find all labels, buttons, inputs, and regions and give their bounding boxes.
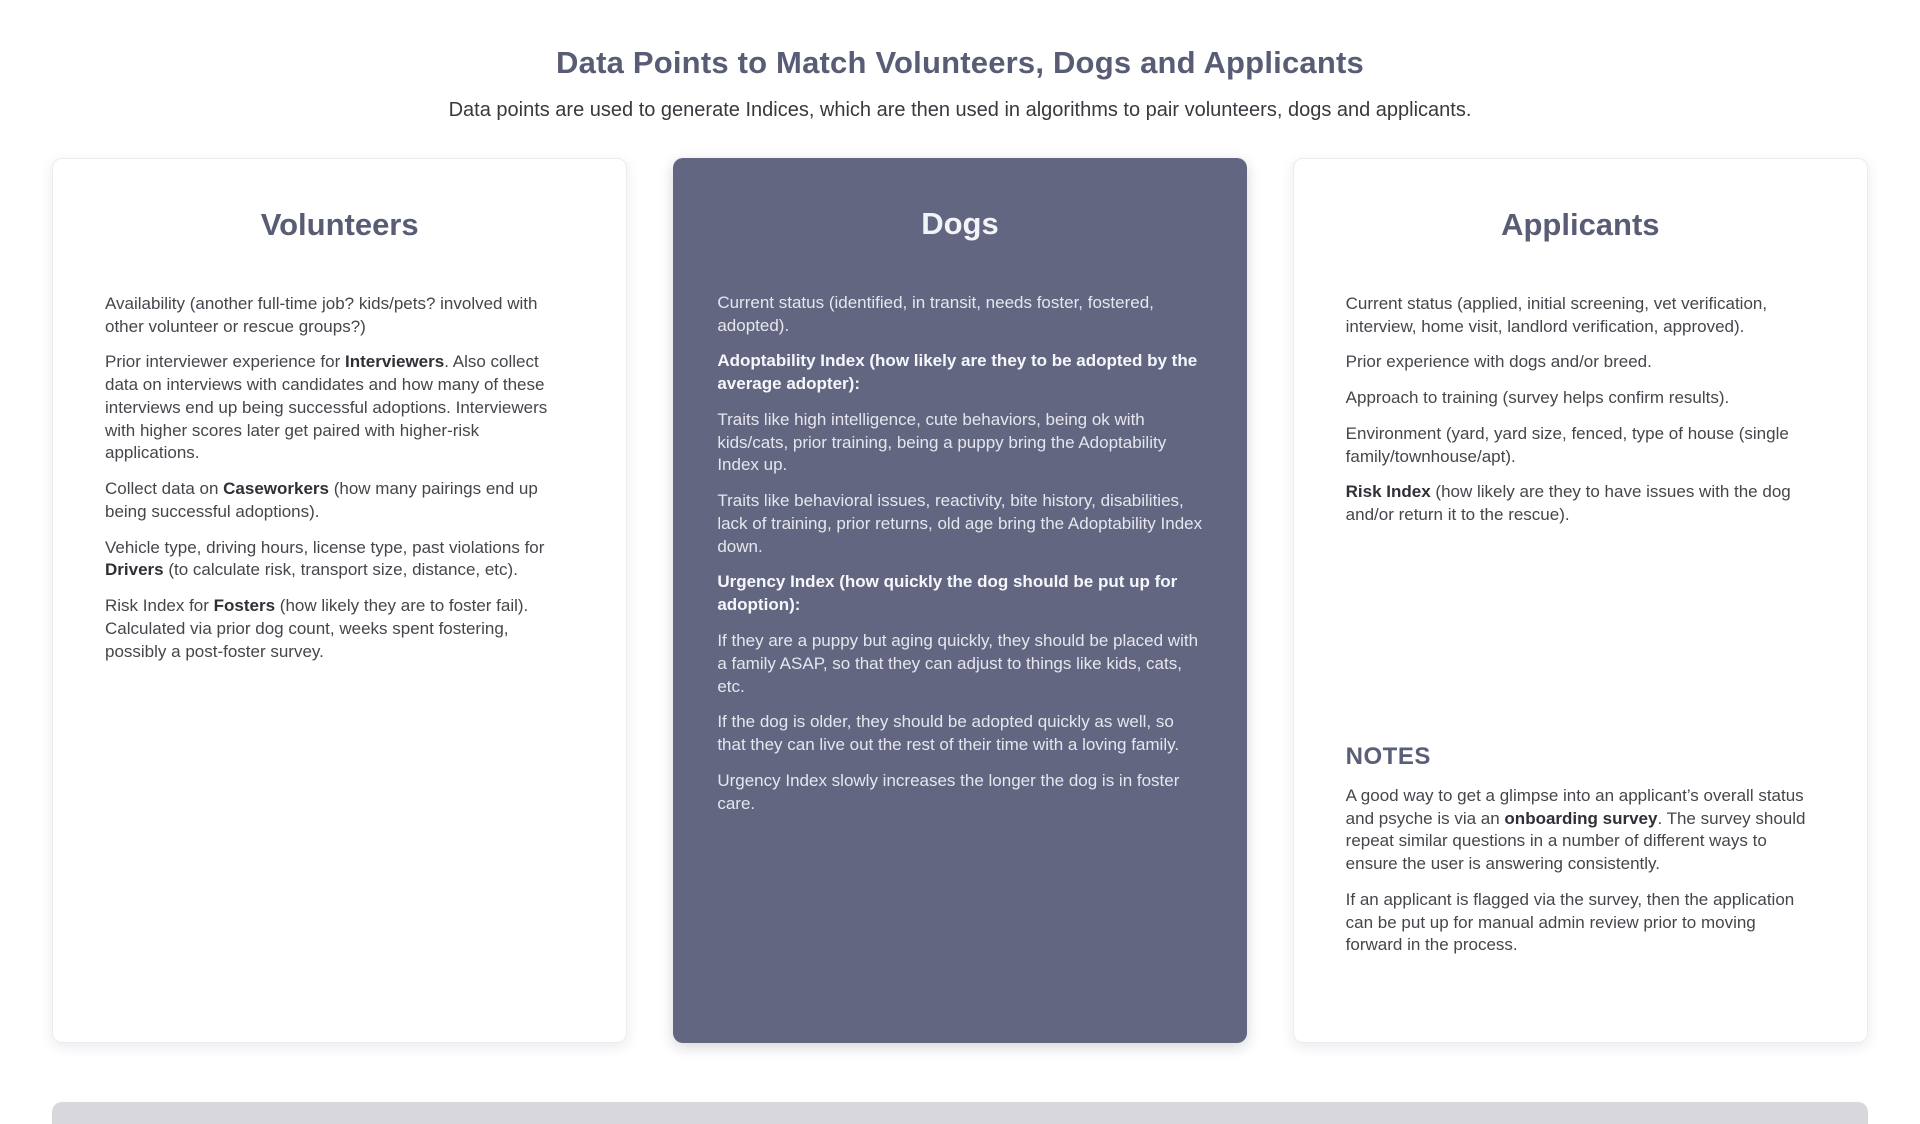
volunteers-paragraph: Risk Index for Fosters (how likely they are to foster fail). Calculated via prior dog count, weeks spent fostering, possibly a post-foster survey. [105,596,529,661]
applicants-card [1293,158,1868,1043]
dogs-paragraph: Urgency Index (how quickly the dog should be put up for adoption): [717,572,1178,615]
volunteers-paragraph: Vehicle type, driving hours, license type, past violations for Drivers (to calculate risk, transport size, distance, etc). [105,537,545,580]
applicants-paragraph: Current status (applied, initial screening, vet verification, interview, home visit, landlord verification, approved). [1345,293,1768,336]
notes-paragraph: If an applicant is flagged via the survey, then the application can be put up for manual admin review prior to moving forward in the process. [1345,889,1795,955]
applicants-card-body [1294,293,1867,540]
applicants-paragraph: Environment (yard, yard size, fenced, type of house (single family/townhouse/apt). [1345,423,1789,466]
dogs-paragraph: If they are a puppy but aging quickly, they should be placed with a family ASAP, so that they can adjust to things like kids, cats, etc. [717,631,1199,696]
applicants-paragraph: Approach to training (survey helps confirm results). [1345,388,1730,408]
cards-row [0,158,1920,1043]
volunteers-card [52,158,627,1043]
volunteers-paragraph: Availability (another full-time job? kids/pets? involved with other volunteer or rescue groups?) [105,293,538,336]
dogs-card-title: Dogs [921,206,999,242]
applicants-paragraph: Prior experience with dogs and/or breed. [1345,352,1652,372]
dogs-paragraph: Traits like behavioral issues, reactivity, bite history, disabilities, lack of training, prior returns, old age bring the Adoptability Index down. [717,491,1203,556]
volunteers-card-body [53,293,626,677]
next-section-panel [52,1102,1868,1124]
dogs-card-body [673,292,1246,829]
page [0,44,1920,1043]
page-title: Data Points to Match Volunteers, Dogs and Applicants [556,45,1364,80]
notes-section [1294,743,1867,1042]
dogs-paragraph: If the dog is older, they should be adopted quickly as well, so that they can live out the rest of their time with a loving family. [717,712,1180,755]
dogs-paragraph: Current status (identified, in transit, needs foster, fostered, adopted). [717,292,1154,335]
volunteers-paragraph: Collect data on Caseworkers (how many pairings end up being successful adoptions). [105,479,538,521]
page-subtitle: Data points are used to generate Indices, which are then used in algorithms to pair volunteers, dogs and applicants. [448,99,1472,122]
applicants-card-title: Applicants [1501,207,1660,243]
dogs-paragraph: Urgency Index slowly increases the longer the dog is in foster care. [717,770,1180,813]
dogs-paragraph: Adoptability Index (how likely are they to be adopted by the average adopter): [717,351,1198,394]
volunteers-paragraph: Prior interviewer experience for Interviewers. Also collect data on interviews with candidates and how many of these interviews end up being successful adoptions. Interviewers with higher scores later get paired with higher-risk applications. [105,352,548,463]
notes-paragraph: A good way to get a glimpse into an applicant’s overall status and psyche is via an onboarding survey. The survey should repeat similar questions in a number of different ways to ensure the user is answering consistently. [1345,785,1806,874]
notes-heading: NOTES [1345,742,1431,770]
applicants-paragraph: Risk Index (how likely are they to have issues with the dog and/or return it to the rescue). [1345,482,1791,525]
dogs-paragraph: Traits like high intelligence, cute behaviors, being ok with kids/cats, prior training, being a puppy bring the Adoptability Index up. [717,409,1167,475]
volunteers-card-title: Volunteers [260,207,419,243]
dogs-card [673,158,1246,1043]
